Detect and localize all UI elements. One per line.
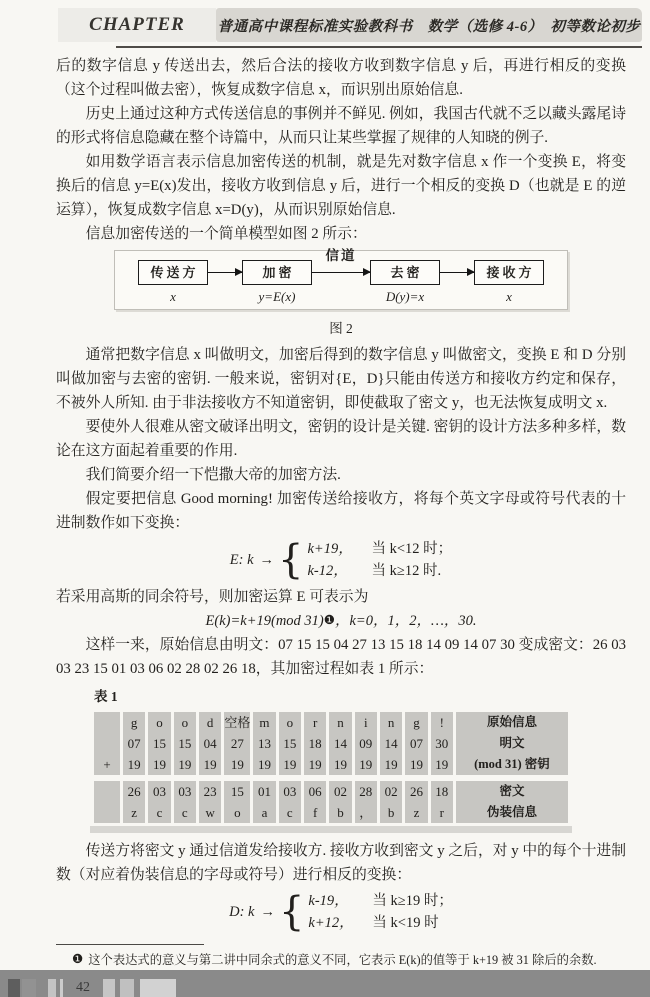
- footer-barcode-block: [8, 979, 20, 997]
- brace-icon: {: [278, 889, 305, 935]
- paragraph: 若采用高斯的同余符号，则加密运算 E 可表示为: [56, 589, 369, 605]
- arrow-icon: [208, 272, 242, 273]
- footnote-rule: [56, 944, 204, 945]
- formula-case: k+12， 当 k<19 时: [308, 915, 439, 931]
- formula-case: k-19， 当 k≥19 时；: [308, 893, 453, 909]
- footer-barcode-block: [120, 979, 134, 997]
- table-title: 表 1: [94, 689, 118, 704]
- row-label: (mod 31) 密钥: [474, 757, 550, 771]
- paragraph: 历史上通过这种方式传送信息的事例并不鲜见. 例如，我国古代就不乏以藏头露尾诗的形式将信息隐藏在整个诗篇中，从而只让某些掌握了规律的人知晓的例子.: [56, 106, 626, 146]
- footer-barcode-block: [48, 979, 56, 997]
- figure-encryption-model: [114, 250, 568, 310]
- table-column: d 04 19 23 w: [199, 712, 221, 823]
- paragraph: 要使外人很难从密文破译出明文，密钥的设计是关键. 密钥的设计方法多种多样，数论在这方面起着重要的作用.: [56, 419, 626, 459]
- book-title: 普通高中课程标准实验教科书 数学（选修 4-6） 初等数论初步: [216, 8, 642, 42]
- formula-lhs: E: k: [229, 552, 254, 568]
- paragraph: 后的数字信息 y 传送出去，然后合法的接收方收到数字信息 y 后，再进行相反的变换（这个过程叫做去密），恢复成数字信息 x，而识别出原始信息.: [56, 58, 626, 98]
- diagram-sub-decrypt: D(y)=x: [385, 289, 425, 304]
- footer-barcode-block: [103, 979, 115, 997]
- figure-caption: 图 2: [329, 321, 353, 336]
- chapter-label: CHAPTER: [58, 8, 216, 42]
- header-band: [58, 8, 642, 42]
- diagram-box-encrypt: 加密: [242, 260, 312, 285]
- footer-barcode-block: [60, 979, 63, 997]
- table-shadow: [90, 826, 572, 833]
- row-label: 明文: [499, 736, 525, 750]
- paragraph: 假定要把信息 Good morning! 加密传送给接收方，将每个英文字母或符号代表的十进制数作如下变换：: [56, 491, 626, 531]
- table-column: g 07 19 26 z: [123, 712, 145, 823]
- formula-case: k-12， 当 k≥12 时.: [307, 563, 442, 579]
- diagram-box-sender: 传送方: [138, 260, 208, 285]
- page-number: 42: [76, 980, 90, 995]
- footnote-marker-icon: ❶: [72, 952, 84, 966]
- formula-decrypt: [56, 890, 626, 934]
- brace-icon: {: [278, 537, 304, 583]
- arrow-icon: [440, 272, 474, 273]
- table-column: o 15 19 03 c: [148, 712, 170, 823]
- maps-to-arrow-icon: →: [259, 552, 275, 568]
- row-label: 密文: [499, 784, 525, 798]
- table-column: 空格 27 19 15 o: [224, 712, 250, 823]
- diagram-sub-receiver: x: [506, 289, 512, 304]
- formula-congruence: E(k)=k+19(mod 31)❶，k=0，1，2，…，30.: [205, 613, 477, 629]
- formula-encrypt: [56, 538, 626, 582]
- paragraph: 传送方将密文 y 通过信道发给接收方. 接收方收到密文 y 之后，对 y 中的每个十进制数（对应着伪装信息的字母或符号）进行相反的变换：: [56, 843, 626, 883]
- table-column-labels: [456, 712, 568, 823]
- plus-operator: +: [103, 757, 111, 772]
- row-label: 原始信息: [486, 715, 537, 729]
- arrow-icon: [312, 248, 370, 273]
- page-header: [0, 0, 650, 48]
- encryption-table: [94, 712, 568, 823]
- diagram-box-decrypt: 去密: [370, 260, 440, 285]
- paragraph: 如用数学语言表示信息加密传送的机制，就是先对数字信息 x 作一个变换 E，将变换后的信息 y=E(x)发出，接收方收到信息 y 后，进行一个相反的变换 D（也就是 E 的逆运算），恢复成数字信息 x=D(y)，从而识别原始信息.: [56, 154, 626, 218]
- table-column: o 15 19 03 c: [174, 712, 196, 823]
- footnote: ❶ 这个表达式的意义与第二讲中同余式的意义不同，它表示 E(k)的值等于 k+19 被 31 除后的余数.: [72, 952, 597, 967]
- table-column: m 13 19 01 a: [253, 712, 275, 823]
- footnote-marker-icon: ❶: [323, 613, 335, 627]
- formula-case: k+19， 当 k<12 时；: [307, 541, 453, 557]
- footer-barcode-block: [22, 979, 36, 997]
- paragraph: 这样一来，原始信息由明文：07 15 15 04 27 13 15 18 14 09 14 07 30 变成密文：26 03 03 23 15 01 03 06 02 28 02 26 18，其加密过程如表 1 所示：: [56, 637, 626, 677]
- footer-barcode-block: [140, 979, 176, 997]
- page-footer: [8, 979, 650, 997]
- row-label: 伪装信息: [486, 805, 537, 819]
- paragraph: 通常把数字信息 x 叫做明文，加密后得到的数字信息 y 叫做密文，变换 E 和 D 分别叫做加密与去密的密钥. 一般来说，密钥对{E，D}只能由传送方和接收方约定和保存，不被外人所知. 由于非法接收方不知道密钥，即使截取了密文 y，也无法恢复成明文 x.: [56, 347, 626, 411]
- page-body: [0, 48, 650, 934]
- table-column: g 07 19 26 z: [405, 712, 427, 823]
- channel-label: 信道: [325, 248, 357, 263]
- table-column: ! 30 19 18 r: [431, 712, 453, 823]
- table-column: o 15 19 03 c: [279, 712, 301, 823]
- diagram-sub-sender: x: [170, 289, 176, 304]
- maps-to-arrow-icon: →: [260, 904, 275, 920]
- paragraph: 我们简要介绍一下恺撒大帝的加密方法.: [85, 467, 341, 483]
- table-column-operator: [94, 712, 120, 823]
- formula-lhs: D: k: [229, 904, 255, 920]
- table-column: n 14 19 02 b: [380, 712, 402, 823]
- paragraph: 信息加密传送的一个简单模型如图 2 所示：: [85, 226, 367, 242]
- table-column: r 18 19 06 f: [304, 712, 326, 823]
- table-column: n 14 19 02 b: [329, 712, 351, 823]
- diagram-sub-encrypt: y=E(x): [258, 289, 296, 304]
- table-column: i 09 19 28 ，: [355, 712, 377, 823]
- figure-diagram: [125, 248, 557, 305]
- diagram-box-receiver: 接收方: [474, 260, 544, 285]
